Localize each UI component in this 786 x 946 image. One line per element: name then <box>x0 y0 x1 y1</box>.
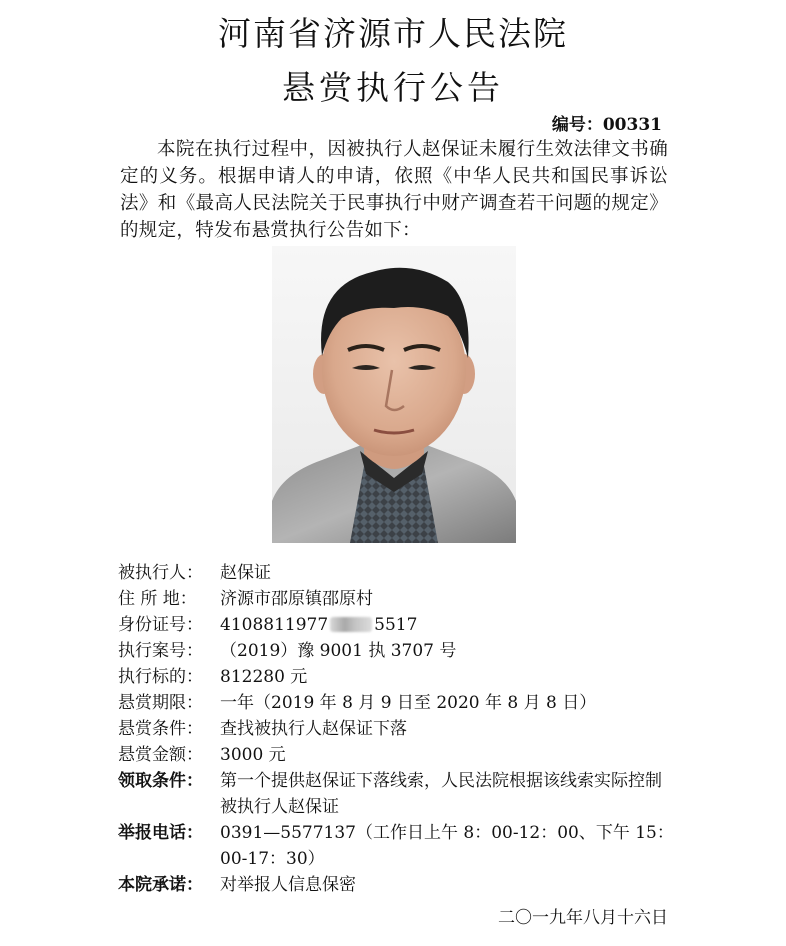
row-promise <box>118 872 678 898</box>
document-number: 编号：00331 <box>551 115 662 135</box>
person-photo <box>272 246 516 543</box>
id-suffix: 5517 <box>374 615 418 635</box>
target-value: 812280 元 <box>220 667 308 687</box>
row-id <box>118 612 678 638</box>
issue-date: 二〇一九年八月十六日 <box>498 908 668 928</box>
phone-value: 0391—5577137（工作日上午 8：00-12：00、下午 15：00-17：30） <box>220 823 674 869</box>
promise-label: 本院承诺： <box>118 875 203 895</box>
redaction-blur <box>330 617 372 632</box>
row-target <box>118 664 678 690</box>
row-condition <box>118 716 678 742</box>
amount-value: 3000 元 <box>220 745 286 765</box>
id-label: 身份证号： <box>118 615 203 635</box>
condition-value: 查找被执行人赵保证下落 <box>220 719 407 739</box>
promise-value: 对举报人信息保密 <box>220 875 356 895</box>
row-name <box>118 560 678 586</box>
row-case <box>118 638 678 664</box>
period-value: 一年（2019 年 8 月 9 日至 2020 年 8 月 8 日） <box>220 693 597 713</box>
id-prefix: 4108811977 <box>220 615 329 635</box>
row-amount <box>118 742 678 768</box>
amount-label: 悬赏金额： <box>118 745 203 765</box>
period-label: 悬赏期限： <box>118 693 203 713</box>
claim-value: 第一个提供赵保证下落线索，人民法院根据该线索实际控制被执行人赵保证 <box>220 771 662 817</box>
notice-title: 悬赏执行公告 <box>282 68 504 107</box>
case-label: 执行案号： <box>118 641 203 661</box>
row-period <box>118 690 678 716</box>
case-value: （2019）豫 9001 执 3707 号 <box>220 641 457 661</box>
target-label: 执行标的： <box>118 667 203 687</box>
court-title: 河南省济源市人民法院 <box>218 14 568 53</box>
name-label: 被执行人： <box>118 563 203 583</box>
row-phone <box>118 820 678 872</box>
details-section <box>118 560 678 898</box>
row-address <box>118 586 678 612</box>
address-value: 济源市邵原镇邵原村 <box>220 589 373 609</box>
intro-paragraph: 本院在执行过程中，因被执行人赵保证未履行生效法律文书确定的义务。根据申请人的申请，依照《中华人民共和国民事诉讼法》和《最高人民法院关于民事执行中财产调查若干问题的规定》的规定，特发布悬赏执行公告如下： <box>120 139 668 241</box>
name-value: 赵保证 <box>220 563 271 583</box>
address-label: 住 所 地： <box>118 589 197 609</box>
id-value <box>220 612 678 638</box>
condition-label: 悬赏条件： <box>118 719 203 739</box>
row-claim <box>118 768 678 820</box>
phone-label: 举报电话： <box>118 823 203 843</box>
claim-label: 领取条件： <box>118 771 203 791</box>
